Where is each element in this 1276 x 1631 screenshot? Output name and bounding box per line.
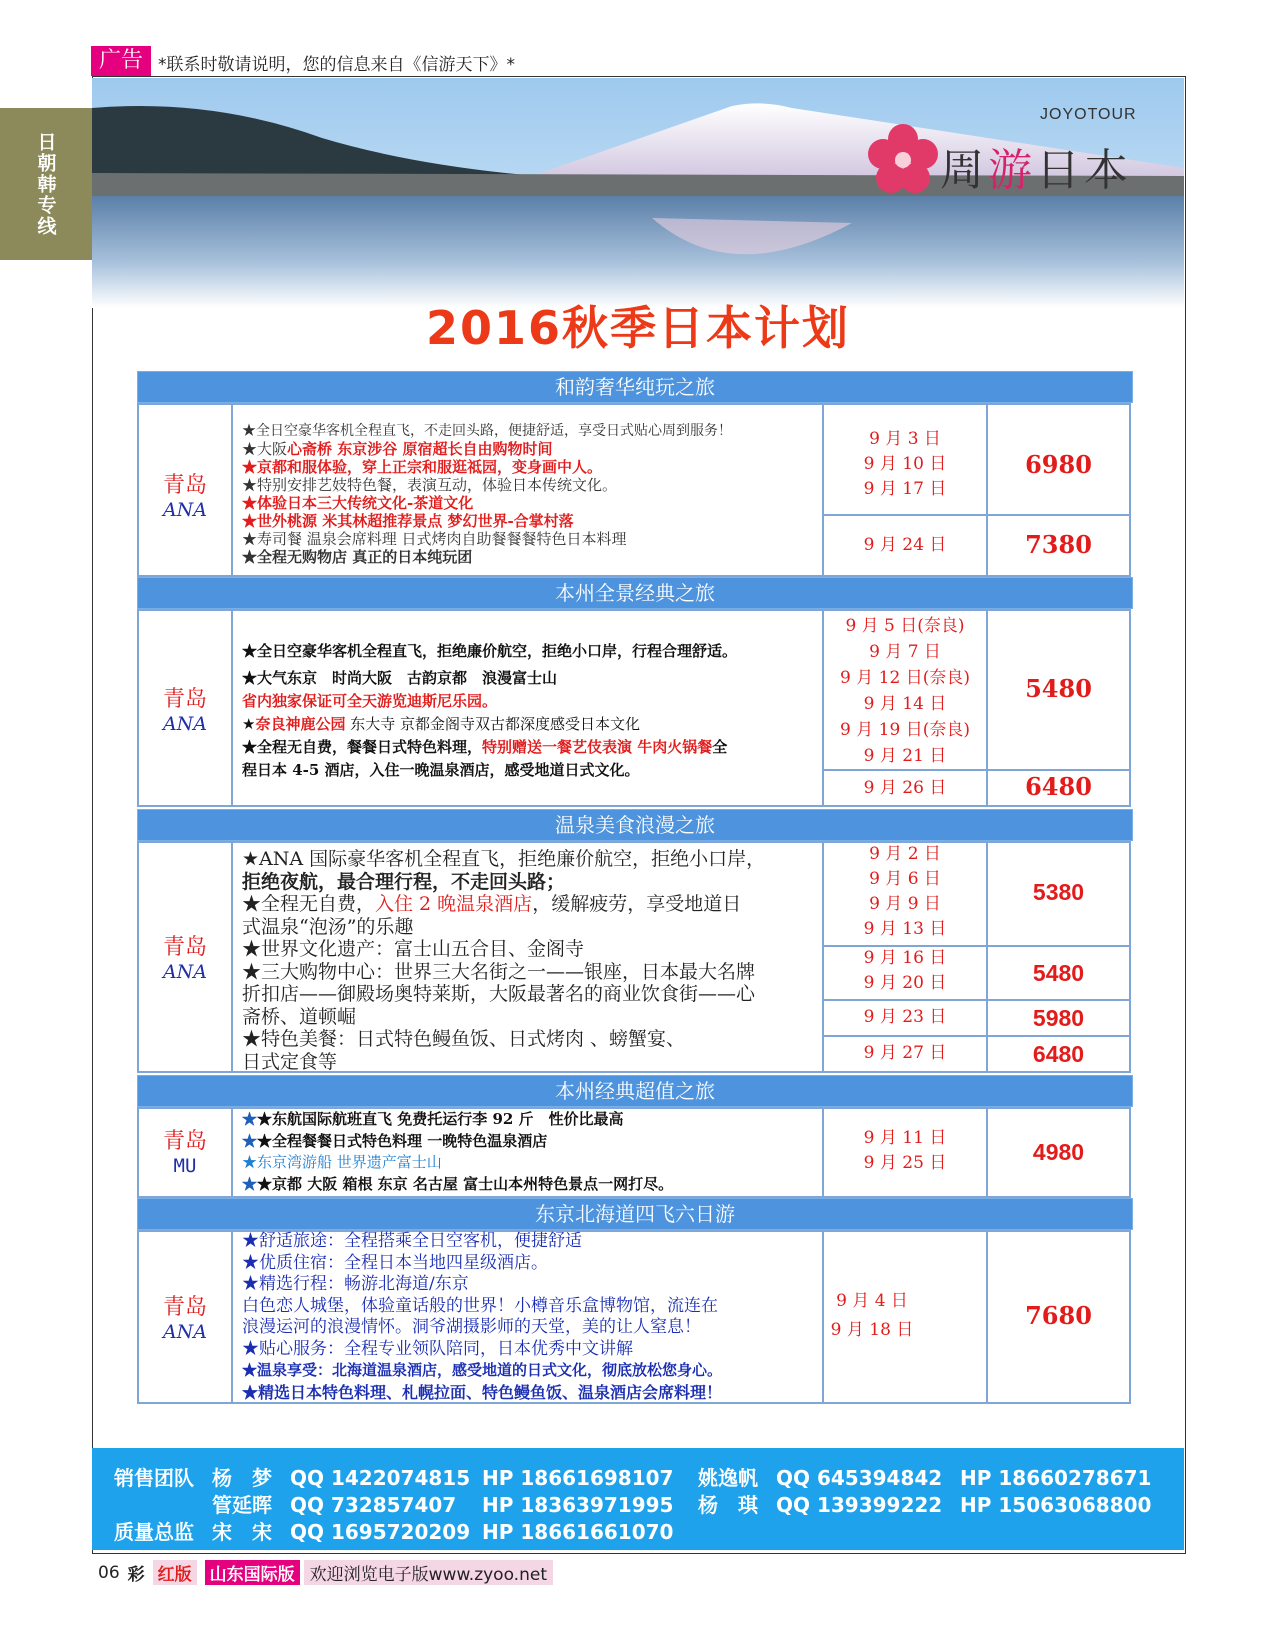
tour-title-bar: 东京北海道四飞六日游 [137,1198,1133,1230]
departure-dates: 9 月 16 日 9 月 20 日 [863,948,947,993]
tour-price: 5480 [1025,674,1092,703]
tour-price: 6980 [1025,450,1092,479]
brand-chinese: 周游日本 [940,145,1132,196]
departure-dates: 9 月 23 日 [863,1007,947,1027]
itinerary-text: ★★东航国际航班直飞 免费托运行李 92 斤 性价比最高 ★★全程餐餐日式特色料理 一晚特色温泉酒店 ★东京湾游船 世界遗产富士山 ★★京都 大阪 箱根 东京 名古屋 富士山本州特色景点一网打尽。 [242,1110,674,1193]
tour-price: 7380 [1025,530,1092,559]
page-footer [98,1560,553,1585]
departure-dates: 9 月 26 日 [863,778,947,798]
departure-dates: 9 月 27 日 [863,1043,947,1063]
departure-dates: 9 月 3 日 9 月 10 日 9 月 17 日 [863,429,947,499]
tour-title-bar: 本州经典超值之旅 [137,1075,1133,1107]
edition-label: 红版 [153,1560,197,1585]
tour-price: 5980 [1032,1005,1085,1031]
departure-city: 青岛 ANA [162,935,208,983]
website-link[interactable]: 欢迎浏览电子版www.zyoo.net [304,1560,553,1585]
departure-city: 青岛 MU [162,1129,207,1177]
departure-city: 青岛 ANA [162,473,208,521]
brand-english: JOYOTOUR [1040,106,1137,123]
tour-title-bar: 温泉美食浪漫之旅 [137,809,1133,841]
departure-dates: 9 月 24 日 [863,535,947,555]
tour-title-bar: 和韵奢华纯玩之旅 [137,371,1133,403]
tour-price: 5380 [1032,879,1085,905]
departure-dates: 9 月 2 日 9 月 6 日 9 月 9 日 9 月 13 日 [863,844,947,939]
contact-row: 质量总监 宋 宋 QQ 1695720209 HP 18661661070 [114,1520,674,1544]
tour-title-bar: 本州全景经典之旅 [137,577,1133,609]
itinerary-text: ★ANA 国际豪华客机全程直飞，拒绝廉价航空，拒绝小口岸， 拒绝夜航，最合理行程，不走回头路； ★全程无自费，入住 2 晚温泉酒店，缓解疲劳，享受地道日 式温泉“泡汤”的乐趣 ★世界文化遗产：富士山五合目、金阁寺 ★三大购物中心：世界三大名街之一——银座，日本最大名牌 折扣店——御殿场奥特莱斯，大阪最著名的商业饮食街——心 斋桥、道顿崛 ★特色美餐：日式特色鳗鱼饭、日式烤肉 、螃蟹宴、 日式定食等 [242,848,766,1073]
tour-price: 5480 [1032,960,1085,986]
departure-city: 青岛 ANA [162,1295,208,1343]
tour-price: 6480 [1032,1041,1085,1067]
color-label: 彩 [127,1565,145,1585]
departure-city: 青岛 ANA [162,687,208,735]
departure-dates: 9 月 5 日(奈良) 9 月 7 日 9 月 12 日(奈良) 9 月 14 日 9 月 19 日(奈良) 9 月 21 日 [840,616,970,766]
tour-price: 6480 [1025,772,1092,801]
ad-note: *联系时敬请说明，您的信息来自《信游天下》* [158,55,515,75]
itinerary-text: ★全日空豪华客机全程直飞，不走回头路，便捷舒适，享受日式贴心周到服务！ ★大阪心斋桥 东京涉谷 原宿超长自由购物时间 ★京都和服体验，穿上正宗和服逛祗园，变身画中人。 ★特别安排艺妓特色餐，表演互动，体验日本传统文化。 ★体验日本三大传统文化-茶道文化 ★世外桃源 米其林超推荐景点 梦幻世界-合掌村落 ★寿司餐 温泉会席料理 日式烤肉自助餐餐餐特色日本料理 ★全程无购物店 真正的日本纯玩团 [242,423,732,566]
contact-row: 销售团队 杨 梦 QQ 1422074815 HP 18661698107 姚逸帆 QQ 645394842 HP 18660278671 [114,1466,1152,1490]
departure-dates: 9 月 11 日 9 月 25 日 [863,1128,947,1173]
tour-price: 4980 [1032,1139,1085,1165]
itinerary-text: ★舒适旅途：全程搭乘全日空客机，便捷舒适 ★优质住宿：全程日本当地四星级酒店。 ★精选行程：畅游北海道/东京 白色恋人城堡，体验童话般的世界！小樽音乐盒博物馆，流连在 浪漫运河的浪漫情怀。洞爷湖摄影师的天堂，美的让人窒息！ ★贴心服务：全程专业领队陪同，日本优秀中文讲解 ★温泉享受：北海道温泉酒店，感受地道的日式文化，彻底放松您身心。 ★精选日本特色料理、札幌拉面、特色鳗鱼饭、温泉酒店会席料理！ [242,1231,723,1402]
sakura-logo-icon [868,124,938,198]
tour-price: 7680 [1025,1301,1092,1330]
itinerary-text: ★全日空豪华客机全程直飞，拒绝廉价航空，拒绝小口岸，行程合理舒适。 ★大气东京 时尚大阪 古韵京都 浪漫富士山 省内独家保证可全天游览迪斯尼乐园。 ★奈良神鹿公园 东大寺 京都金阁寺双古都深度感受日本文化 ★全程无自费，餐餐日式特色料理，特别赠送一餐艺伎表演 牛肉火锅餐全 程日本 4-5 酒店，入住一晚温泉酒店，感受地道日式文化。 [242,642,738,779]
page-number: 06 [98,1562,120,1583]
side-category-tab: 日朝韩专线 [0,108,92,260]
page-title: 2016秋季日本计划 [425,301,851,355]
departure-dates: 9 月 4 日 9 月 18 日 [830,1291,914,1340]
ad-label: 广告 [91,46,151,76]
contact-row: 管延晖 QQ 732857407 HP 18363971995 杨 琪 QQ 139399222 HP 15063068800 [212,1493,1152,1517]
region-label: 山东国际版 [205,1560,300,1585]
